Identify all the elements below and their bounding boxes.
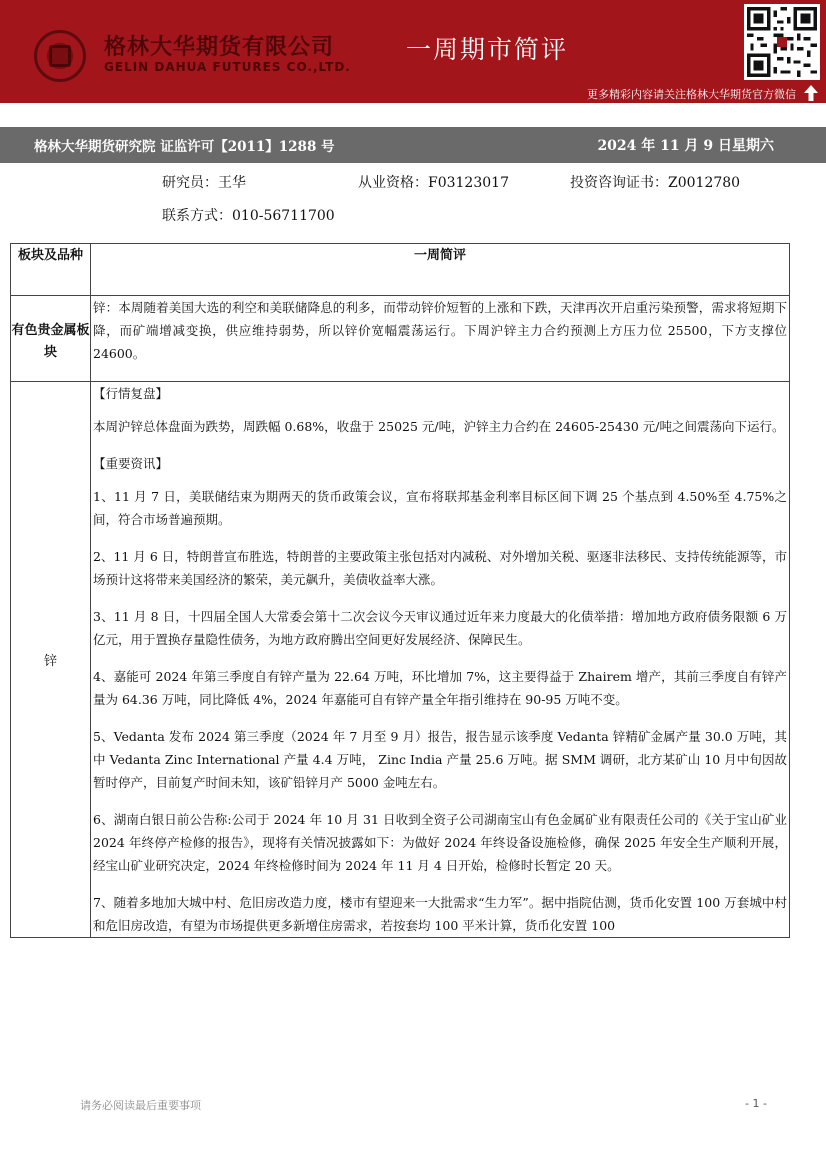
market-review-heading: 【行情复盘】 — [93, 386, 169, 401]
table-row-sector — [11, 296, 790, 382]
report-date: 2024 年 11 月 9 日星期六 — [597, 138, 774, 154]
table-row-zinc — [11, 382, 790, 938]
key-news-heading: 【重要资讯】 — [93, 456, 169, 471]
contact-phone: 联系方式：010-56711700 — [162, 208, 335, 224]
news-item-3: 3、11 月 8 日，十四届全国人大常委会第十二次会议今天审议通过近年来力度最大的化债举措：增加地方政府债务限额 6 万亿元，用于置换存量隐性债务，为地方政府腾出空间更好发展经济、保障民生。 — [93, 609, 787, 647]
zinc-label-cell: 锌 — [11, 382, 91, 938]
sector-label-cell: 有色贵金属板块 — [11, 296, 91, 382]
researcher-name: 研究员：王华 — [162, 175, 246, 191]
news-item-7: 7、随着多地加大城中村、危旧房改造力度，楼市有望迎来一大批需求“生力军”。据中指院估测，货币化安置 100 万套城中村和危旧房改造，有望为市场提供更多新增住房需求，若按套均 100 平米计算，货币化安置 100 — [93, 895, 787, 933]
follow-bar — [0, 82, 826, 103]
header-sector-cell: 板块及品种 — [11, 244, 91, 296]
weekly-review-table — [10, 243, 790, 938]
page-number: - 1 - — [745, 1097, 767, 1110]
company-name-en: GELIN DAHUA FUTURES CO.,LTD. — [104, 60, 351, 74]
market-review-text: 本周沪锌总体盘面为跌势，周跌幅 0.68%，收盘于 25025 元/吨，沪锌主力合约在 24605-25430 元/吨之间震荡向下运行。 — [93, 419, 785, 434]
table-header-row — [11, 244, 790, 296]
sector-summary-cell: 锌：本周随着美国大选的利空和美联储降息的利多，而带动锌价短暂的上涨和下跌，天津再次开启重污染预警，需求将短期下降，而矿端增减变换，供应维持弱势，所以锌价宽幅震荡运行。下周沪锌主力合约预测上方压力位 25500，下方支撑位 24600。 — [91, 296, 790, 382]
certificate-number: 投资咨询证书：Z0012780 — [570, 175, 741, 191]
institute-license: 格林大华期货研究院 证监许可【2011】1288 号 — [34, 139, 335, 155]
zinc-detail-cell — [91, 382, 790, 938]
header-gap — [0, 103, 826, 127]
wechat-qr-code-icon — [744, 4, 820, 80]
qualification-number: 从业资格：F03123017 — [358, 175, 509, 191]
company-logo-icon — [34, 30, 86, 82]
report-title: 一周期市简评 — [406, 35, 569, 64]
news-item-1: 1、11 月 7 日，美联储结束为期两天的货币政策会议，宣布将联邦基金利率目标区间下调 25 个基点到 4.50%至 4.75%之间，符合市场普遍预期。 — [93, 489, 787, 527]
news-item-5: 5、Vedanta 发布 2024 第三季度（2024 年 7 月至 9 月）报告，报告显示该季度 Vedanta 锌精矿金属产量 30.0 万吨，其中 Vedanta Zinc International 产量 4.4 万吨， Zinc India 产量 25.6 万吨。据 SMM 调研，北方某矿山 10 月中旬因故暂时停产，目前复产时间未知，该矿铅锌月产 5000 金吨左右。 — [93, 729, 787, 790]
news-item-2: 2、11 月 6 日，特朗普宣布胜选，特朗普的主要政策主张包括对内减税、对外增加关税、驱逐非法移民、支持传统能源等，市场预计这将带来美国经济的繁荣，美元飙升，美债收益率大涨。 — [93, 549, 787, 587]
follow-wechat-text: 更多精彩内容请关注格林大华期货官方微信 — [587, 88, 796, 101]
news-item-4: 4、嘉能可 2024 年第三季度自有锌产量为 22.64 万吨，环比增加 7%，这主要得益于 Zhairem 增产，其前三季度自有锌产量为 64.36 万吨，同比降低 4%，2024 年嘉能可自有锌产量全年指引维持在 90-95 万吨不变。 — [93, 669, 787, 707]
footer-disclaimer-note: 请务必阅读最后重要事项 — [80, 1099, 201, 1112]
header-review-cell: 一周简评 — [91, 244, 790, 296]
news-item-6: 6、湖南白银日前公告称:公司于 2024 年 10 月 31 日收到全资子公司湖南宝山有色金属矿业有限责任公司的《关于宝山矿业 2024 年终停产检修的报告》，现将有关情况披露如下：为做好 2024 年终设备设施检修，确保 2025 年安全生产顺利开展，经宝山矿业研究决定，2024 年终检修时间为 2024 年 11 月 4 日开始，检修时长暂定 20 天。 — [93, 812, 787, 873]
up-arrow-icon — [802, 84, 820, 102]
company-name-cn: 格林大华期货有限公司 — [104, 35, 335, 60]
